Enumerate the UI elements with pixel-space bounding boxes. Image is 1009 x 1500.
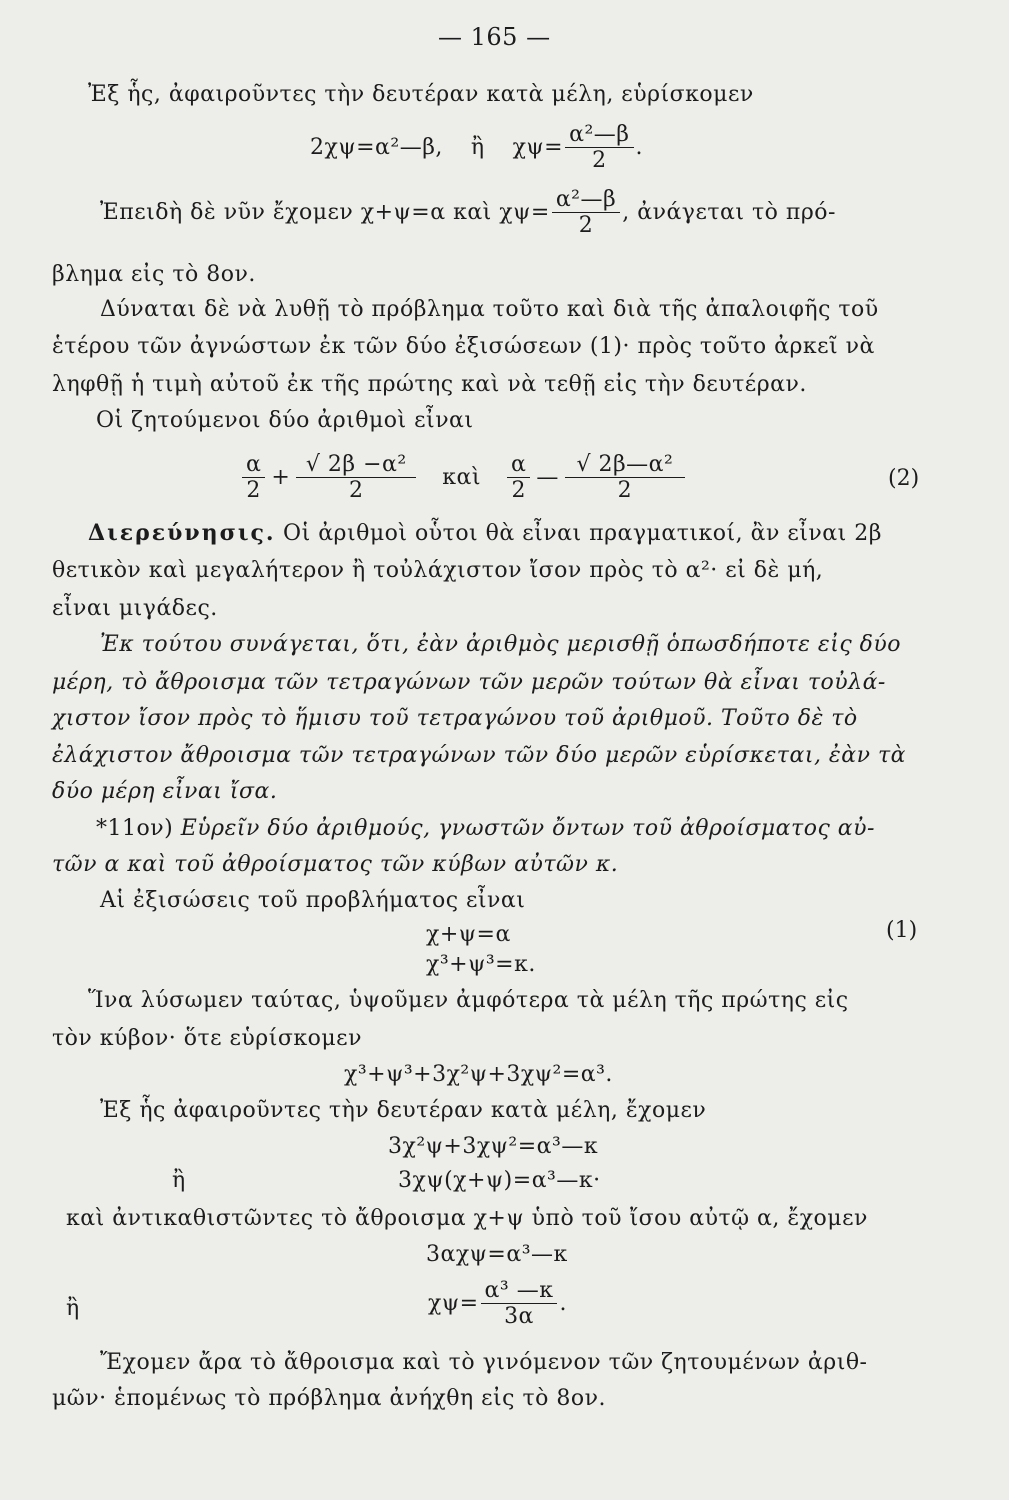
text-line: τὸν κύβον· ὅτε εὑρίσκομεν [52,1026,362,1051]
fraction-numerator: α³ —κ [481,1279,558,1304]
fraction-numerator: √ 2β −α² [296,453,416,478]
text-line: Δύναται δὲ νὰ λυθῇ τὸ πρόβλημα τοῦτο καὶ διὰ τῆς ἀπαλοιφῆς τοῦ [100,297,879,322]
fraction-numerator: α²—β [552,188,620,213]
fraction-denominator: 2 [349,477,364,503]
fraction-numerator: √ 2β—α² [565,453,685,478]
fraction [565,453,685,504]
text-line: ἑτέρου τῶν ἀγνώστων ἐκ τῶν δύο ἐξισώσεων (1)· πρὸς τοῦτο ἀρκεῖ νὰ [52,334,875,359]
text-line: θετικὸν καὶ μεγαλήτερον ἢ τοὐλάχιστον ἴσον πρὸς τὸ α²· εἰ δὲ μή, [52,558,824,583]
equation: 3χ²ψ+3χψ²=α³—κ [388,1134,599,1159]
equation-part: χψ= [512,135,564,160]
equation [428,1272,567,1336]
equation-part: . [635,135,644,160]
equation-part: 2χψ=α²—β, [310,135,443,160]
equation [310,118,643,178]
text-line: ἢ [172,1168,186,1193]
equation-part: . [559,1291,567,1316]
fraction [481,1279,558,1330]
equation: 3αχψ=α³—κ [426,1242,568,1267]
text-line: τῶν α καὶ τοῦ ἀθροίσματος τῶν κύβων αὐτῶν κ. [52,852,619,877]
text-line: Ἵνα λύσωμεν ταύτας, ὑψοῦμεν ἀμφότερα τὰ μέλη τῆς πρώτης εἰς [88,988,849,1013]
text-line: ἢ [66,1296,80,1321]
fraction-numerator: α²—β [565,123,633,148]
fraction [242,453,265,504]
equation: 3χψ(χ+ψ)=α³—κ· [398,1168,601,1193]
equation-number: (1) [886,918,918,943]
fraction-denominator: 2 [511,477,526,503]
fraction-denominator: 2 [617,477,633,503]
fraction-numerator: α [507,453,530,478]
text-line: Ἔχομεν ἄρα τὸ ἄθροισμα καὶ τὸ γινόμενον τῶν ζητουμένων ἀριθ- [100,1350,868,1375]
section-heading: Διερεύνησις. [88,520,276,546]
text-line: Ἐξ ἧς ἀφαιροῦντες τὴν δευτέραν κατὰ μέλη, ἔχομεν [100,1098,707,1123]
text-line: Αἱ ἐξισώσεις τοῦ προβλήματος εἶναι [100,888,526,913]
equation: χ³+ψ³+3χ²ψ+3χψ²=α³. [344,1062,613,1087]
text-part: Ἐπειδὴ δὲ νῦν ἔχομεν χ+ψ=α καὶ χψ= [100,200,550,225]
text-part: , ἀνάγεται τὸ πρό- [622,200,836,225]
text-line: Οἱ ζητούμενοι δύο ἀριθμοὶ εἶναι [96,408,474,433]
text-line: Ἐξ ἧς, ἀφαιροῦντες τὴν δευτέραν κατὰ μέλη, εὑρίσκομεν [88,82,754,107]
text-line: εἶναι μιγάδες. [52,596,218,621]
fraction-denominator: 2 [592,147,607,173]
text-line: καὶ ἀντικαθιστῶντες τὸ ἄθροισμα χ+ψ ὑπὸ τοῦ ἴσου αὐτῷ α, ἔχομεν [66,1206,868,1231]
fraction-numerator: α [242,453,265,478]
text-line: βλημα εἰς τὸ 8ον. [52,262,256,287]
text-line: μέρη, τὸ ἄθροισμα τῶν τετραγώνων τῶν μερῶν τούτων θὰ εἶναι τοὐλά- [52,670,886,695]
equation-part: ἢ [470,135,485,160]
text-line: ληφθῇ ἡ τιμὴ αὐτοῦ ἐκ τῆς πρώτης καὶ νὰ τεθῇ εἰς τὴν δευτέραν. [52,372,807,397]
equation: χ³+ψ³=κ. [426,952,536,977]
equation-part: + [271,465,291,490]
text-line: χιστον ἴσον πρὸς τὸ ἥμισυ τοῦ τετραγώνου τοῦ ἀριθμοῦ. Τοῦτο δὲ τὸ [52,706,858,731]
text-line: Ἐκ τούτου συνάγεται, ὅτι, ἐὰν ἀριθμὸς μερισθῇ ὁπωσδήποτε εἰς δύο [100,632,902,657]
equation-part: χψ= [428,1291,479,1316]
fraction [296,453,416,504]
fraction [507,453,530,504]
fraction [565,123,633,174]
text-line: ἐλάχιστον ἄθροισμα τῶν τετραγώνων τῶν δύο μερῶν εὑρίσκεται, ἐὰν τὰ [52,743,906,768]
fraction-denominator: 2 [578,212,594,238]
fraction [552,188,620,239]
equation [240,440,687,516]
text-line [100,185,836,241]
fraction-denominator: 2 [246,477,261,503]
fraction-denominator: 3α [504,1303,534,1329]
equation-part: — [536,465,559,490]
problem-number: *11ον) [96,816,174,841]
equation-part: καὶ [442,465,482,490]
text-line [96,816,875,842]
text-line: μῶν· ἑπομένως τὸ πρόβλημα ἀνήχθη εἰς τὸ 8ον. [52,1386,606,1411]
page-number: — 165 — [438,23,551,51]
text-line: δύο μέρη εἶναι ἴσα. [52,779,278,804]
equation: χ+ψ=α [426,922,511,947]
text-part: Εὑρεῖν δύο ἀριθμούς, γνωστῶν ὄντων τοῦ ἀθροίσματος αὐ- [180,816,875,841]
text-part: Οἱ ἀριθμοὶ οὗτοι θὰ εἶναι πραγματικοί, ἂν εἶναι 2β [283,521,882,546]
equation-number: (2) [888,466,920,491]
text-line [88,520,882,547]
